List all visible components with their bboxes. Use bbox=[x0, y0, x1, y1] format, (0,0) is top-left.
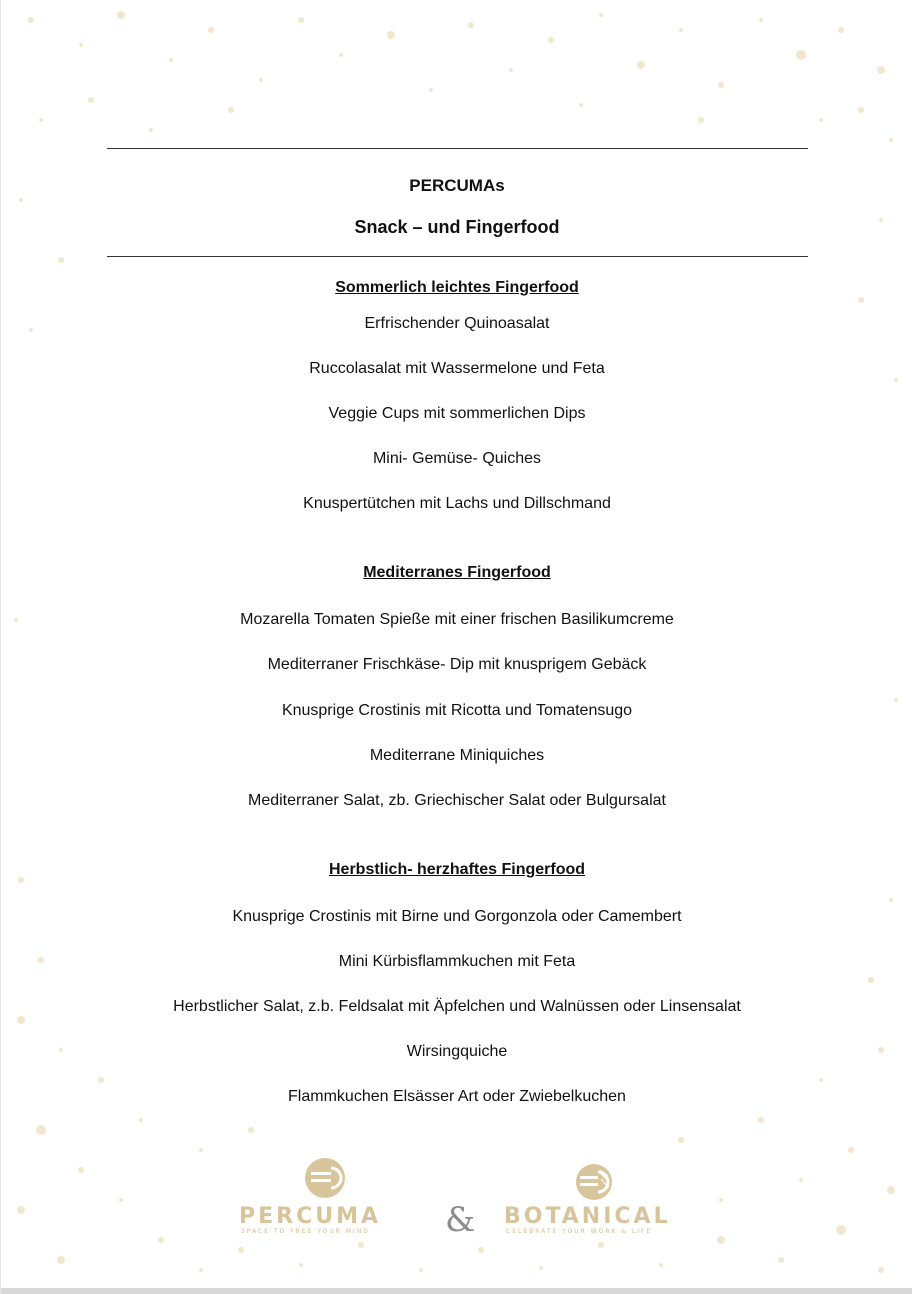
menu-item: Ruccolasalat mit Wassermelone und Feta bbox=[309, 360, 605, 377]
menu-item: Mozarella Tomaten Spieße mit einer frischen Basilikumcreme bbox=[240, 611, 674, 628]
page-bottom-edge bbox=[1, 1288, 912, 1294]
menu-item: Mediterrane Miniquiches bbox=[369, 747, 545, 764]
percuma-tagline: SPACE TO FREE YOUR MIND bbox=[241, 1228, 370, 1235]
menu-item: Mediterraner Frischkäse- Dip mit knusprigem Gebäck bbox=[267, 656, 647, 673]
menu-item: Erfrischender Quinoasalat bbox=[364, 315, 550, 332]
ampersand: & bbox=[445, 1200, 476, 1240]
percuma-emblem-icon bbox=[303, 1156, 347, 1200]
menu-item: Knusprige Crostinis mit Ricotta und Tomatensugo bbox=[281, 702, 633, 719]
section-heading-mediterranean: Mediterranes Fingerfood bbox=[363, 564, 551, 581]
section-heading-summer: Sommerlich leichtes Fingerfood bbox=[335, 279, 579, 296]
botanical-logo bbox=[504, 1150, 694, 1240]
page-brand-title: PERCUMAs bbox=[409, 176, 505, 195]
page-subtitle: Snack – und Fingerfood bbox=[354, 217, 560, 237]
header-top-divider bbox=[107, 148, 808, 149]
menu-item: Mini Kürbisflammkuchen mit Feta bbox=[338, 953, 576, 970]
botanical-tagline: CELEBRATE YOUR WORK & LIFE bbox=[506, 1228, 653, 1235]
botanical-wordmark: BOTANICAL bbox=[504, 1204, 671, 1229]
menu-item: Veggie Cups mit sommerlichen Dips bbox=[328, 405, 586, 422]
section-heading-autumn: Herbstlich- herzhaftes Fingerfood bbox=[328, 861, 586, 878]
header-bottom-divider bbox=[107, 256, 808, 257]
percuma-logo bbox=[239, 1150, 419, 1240]
menu-item: Wirsingquiche bbox=[406, 1043, 508, 1060]
percuma-wordmark: PERCUMA bbox=[239, 1204, 382, 1229]
botanical-emblem-icon bbox=[574, 1162, 614, 1202]
menu-item: Mediterraner Salat, zb. Griechischer Salat oder Bulgursalat bbox=[248, 792, 666, 809]
menu-item: Knusprige Crostinis mit Birne und Gorgonzola oder Camembert bbox=[232, 908, 682, 925]
menu-item: Mini- Gemüse- Quiches bbox=[372, 450, 542, 467]
menu-item: Knuspertütchen mit Lachs und Dillschmand bbox=[303, 495, 611, 512]
menu-item: Flammkuchen Elsässer Art oder Zwiebelkuchen bbox=[288, 1088, 626, 1105]
menu-item: Herbstlicher Salat, z.b. Feldsalat mit Äpfelchen und Walnüssen oder Linsensalat bbox=[173, 998, 741, 1015]
footer-logos bbox=[1, 1150, 912, 1240]
